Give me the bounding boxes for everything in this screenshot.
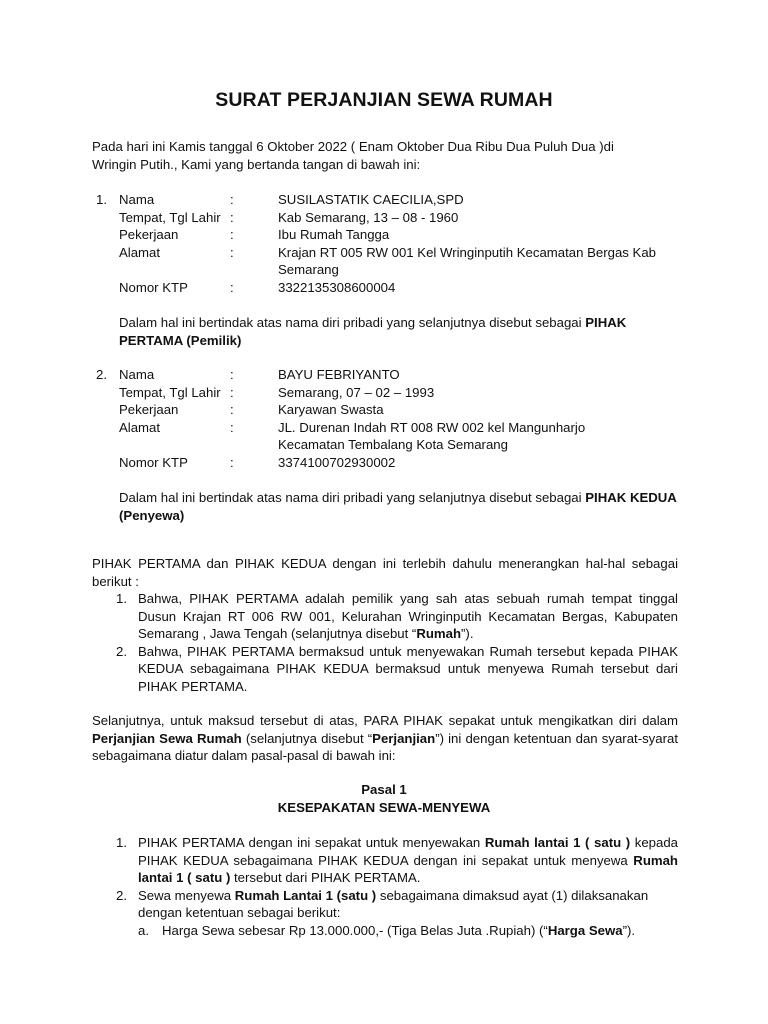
statement-text: Dalam hal ini bertindak atas nama diri pribadi yang selanjutnya disebut sebagai: [119, 490, 586, 505]
field-value: Karyawan Swasta: [278, 402, 384, 418]
list-number: 1.: [116, 835, 127, 850]
agreement-paragraph: [92, 712, 678, 765]
field-value: 3322135308600004: [278, 279, 396, 295]
field-label: Tempat, Tgl Lahir: [119, 384, 221, 400]
recitals-list: [92, 590, 678, 696]
field-row: [92, 384, 692, 402]
party-designation: PIHAK PERTAMA (Pemilik): [119, 315, 627, 348]
field-label: Nama: [119, 367, 155, 382]
list-text: Bahwa, PIHAK PERTAMA adalah pemilik yang sah atas sebuah rumah tempat tinggal Dusun Krajan RT 006 RW 001, Kelurahan Wringinputih Kecamatan Bergas, Kabupaten Semarang , Jawa Tengah (selanjutnya disebut “: [138, 591, 678, 642]
party-1-statement: [119, 314, 679, 349]
list-number: 2.: [116, 887, 127, 903]
field-colon: :: [230, 402, 234, 418]
field-row: [92, 401, 692, 419]
field-label: Nama: [119, 192, 155, 207]
party-1-details: [92, 191, 692, 297]
field-colon: :: [230, 279, 234, 295]
paragraph-text: ”) ini dengan ketentuan dan syarat-syarat sebagaimana diatur dalam pasal-pasal di bawah ini:: [92, 730, 678, 764]
intro-line: Pada hari ini Kamis tanggal 6 Oktober 2022 ( Enam Oktober Dua Ribu Dua Puluh Dua )di: [92, 139, 614, 154]
field-value: JL. Durenan Indah RT 008 RW 002 kel Mangunharjo Kecamatan Tembalang Kota Semarang: [278, 419, 586, 453]
list-item: [92, 643, 678, 696]
field-label: Nomor KTP: [119, 454, 188, 470]
field-value: BAYU FEBRIYANTO: [278, 367, 400, 382]
field-row: [92, 454, 692, 472]
field-label: Alamat: [119, 419, 161, 435]
list-item: [92, 834, 678, 887]
party-number: 2.: [96, 367, 107, 382]
pasal-number: Pasal 1: [361, 782, 407, 797]
list-item: [92, 887, 678, 922]
list-text: kepada PIHAK KEDUA sebagaimana PIHAK KEDUA dengan ini sepakat untuk menyewa: [138, 835, 678, 868]
field-colon: :: [230, 244, 234, 260]
field-label: Nomor KTP: [119, 279, 188, 295]
field-row: [92, 226, 692, 244]
list-item: [92, 590, 678, 643]
field-label: Pekerjaan: [119, 227, 179, 243]
field-colon: :: [230, 227, 234, 243]
field-colon: :: [230, 209, 234, 225]
field-value: 3374100702930002: [278, 454, 396, 470]
defined-term: Rumah Lantai 1 (satu ): [234, 887, 377, 903]
list-text: PIHAK PERTAMA dengan ini sepakat untuk menyewakan: [138, 835, 485, 850]
field-label: Alamat: [119, 244, 161, 260]
defined-term: Harga Sewa: [547, 922, 623, 938]
field-value: SUSILASTATIK CAECILIA,SPD: [278, 192, 464, 207]
preamble-paragraph: PIHAK PERTAMA dan PIHAK KEDUA dengan ini terlebih dahulu menerangkan hal-hal sebagai berikut :: [92, 556, 678, 589]
field-label: Tempat, Tgl Lahir: [119, 209, 221, 225]
field-row: [92, 209, 692, 227]
list-text: sebagaimana dimaksud ayat (1) dilaksanakan dengan ketentuan sebagai berikut:: [138, 887, 649, 921]
list-number: 1.: [116, 591, 127, 606]
field-colon: :: [230, 384, 234, 400]
field-row: [92, 366, 692, 384]
paragraph-text: (selanjutnya disebut “: [241, 730, 373, 746]
clauses-list: [92, 834, 678, 940]
intro-paragraph: [92, 138, 678, 173]
party-2-details: [92, 366, 692, 472]
pasal-heading: KESEPAKATAN SEWA-MENYEWA: [277, 800, 491, 815]
field-colon: :: [230, 192, 234, 207]
field-colon: :: [230, 419, 234, 435]
defined-term: Rumah lantai 1 ( satu ): [484, 835, 631, 850]
list-number: 2.: [116, 643, 127, 659]
defined-term: Perjanjian Sewa Rumah: [92, 730, 242, 746]
sub-list-item: [92, 922, 678, 940]
defined-term: Rumah: [416, 626, 462, 642]
field-row: [92, 191, 692, 209]
field-value: Ibu Rumah Tangga: [278, 227, 390, 243]
list-text: ”).: [622, 922, 636, 938]
field-row: [92, 279, 692, 297]
sub-list-letter: a.: [138, 922, 149, 938]
list-text: ”).: [461, 626, 474, 642]
party-2-statement: [119, 489, 679, 524]
field-value: Semarang, 07 – 02 – 1993: [278, 384, 435, 400]
paragraph-text: Selanjutnya, untuk maksud tersebut di atas, PARA PIHAK sepakat untuk mengikatkan diri dalam: [92, 713, 678, 728]
party-designation: PIHAK KEDUA (Penyewa): [119, 490, 677, 523]
field-value: Krajan RT 005 RW 001 Kel Wringinputih Kecamatan Bergas Kab Semarang: [278, 244, 657, 278]
field-value: Kab Semarang, 13 – 08 - 1960: [278, 209, 459, 225]
statement-text: Dalam hal ini bertindak atas nama diri pribadi yang selanjutnya disebut sebagai: [119, 315, 586, 330]
document-title: SURAT PERJANJIAN SEWA RUMAH: [215, 89, 553, 111]
list-text: Sewa menyewa: [138, 887, 235, 903]
party-number: 1.: [96, 192, 107, 207]
field-row: [92, 419, 692, 454]
field-label: Pekerjaan: [119, 402, 179, 418]
field-colon: :: [230, 367, 234, 382]
field-colon: :: [230, 454, 234, 470]
defined-term: Rumah lantai 1 ( satu ): [138, 852, 678, 886]
defined-term: Perjanjian: [372, 730, 436, 746]
list-text: Harga Sewa sebesar Rp 13.000.000,- (Tiga Belas Juta .Rupiah) (“: [162, 922, 548, 938]
intro-line: Wringin Putih., Kami yang bertanda tangan di bawah ini:: [92, 156, 421, 172]
field-row: [92, 244, 692, 279]
list-text: Bahwa, PIHAK PERTAMA bermaksud untuk menyewakan Rumah tersebut kepada PIHAK KEDUA sebagaimana PIHAK KEDUA bermaksud untuk menyewa Rumah tersebut dari PIHAK PERTAMA.: [138, 643, 678, 694]
list-text: tersebut dari PIHAK PERTAMA.: [230, 870, 421, 886]
